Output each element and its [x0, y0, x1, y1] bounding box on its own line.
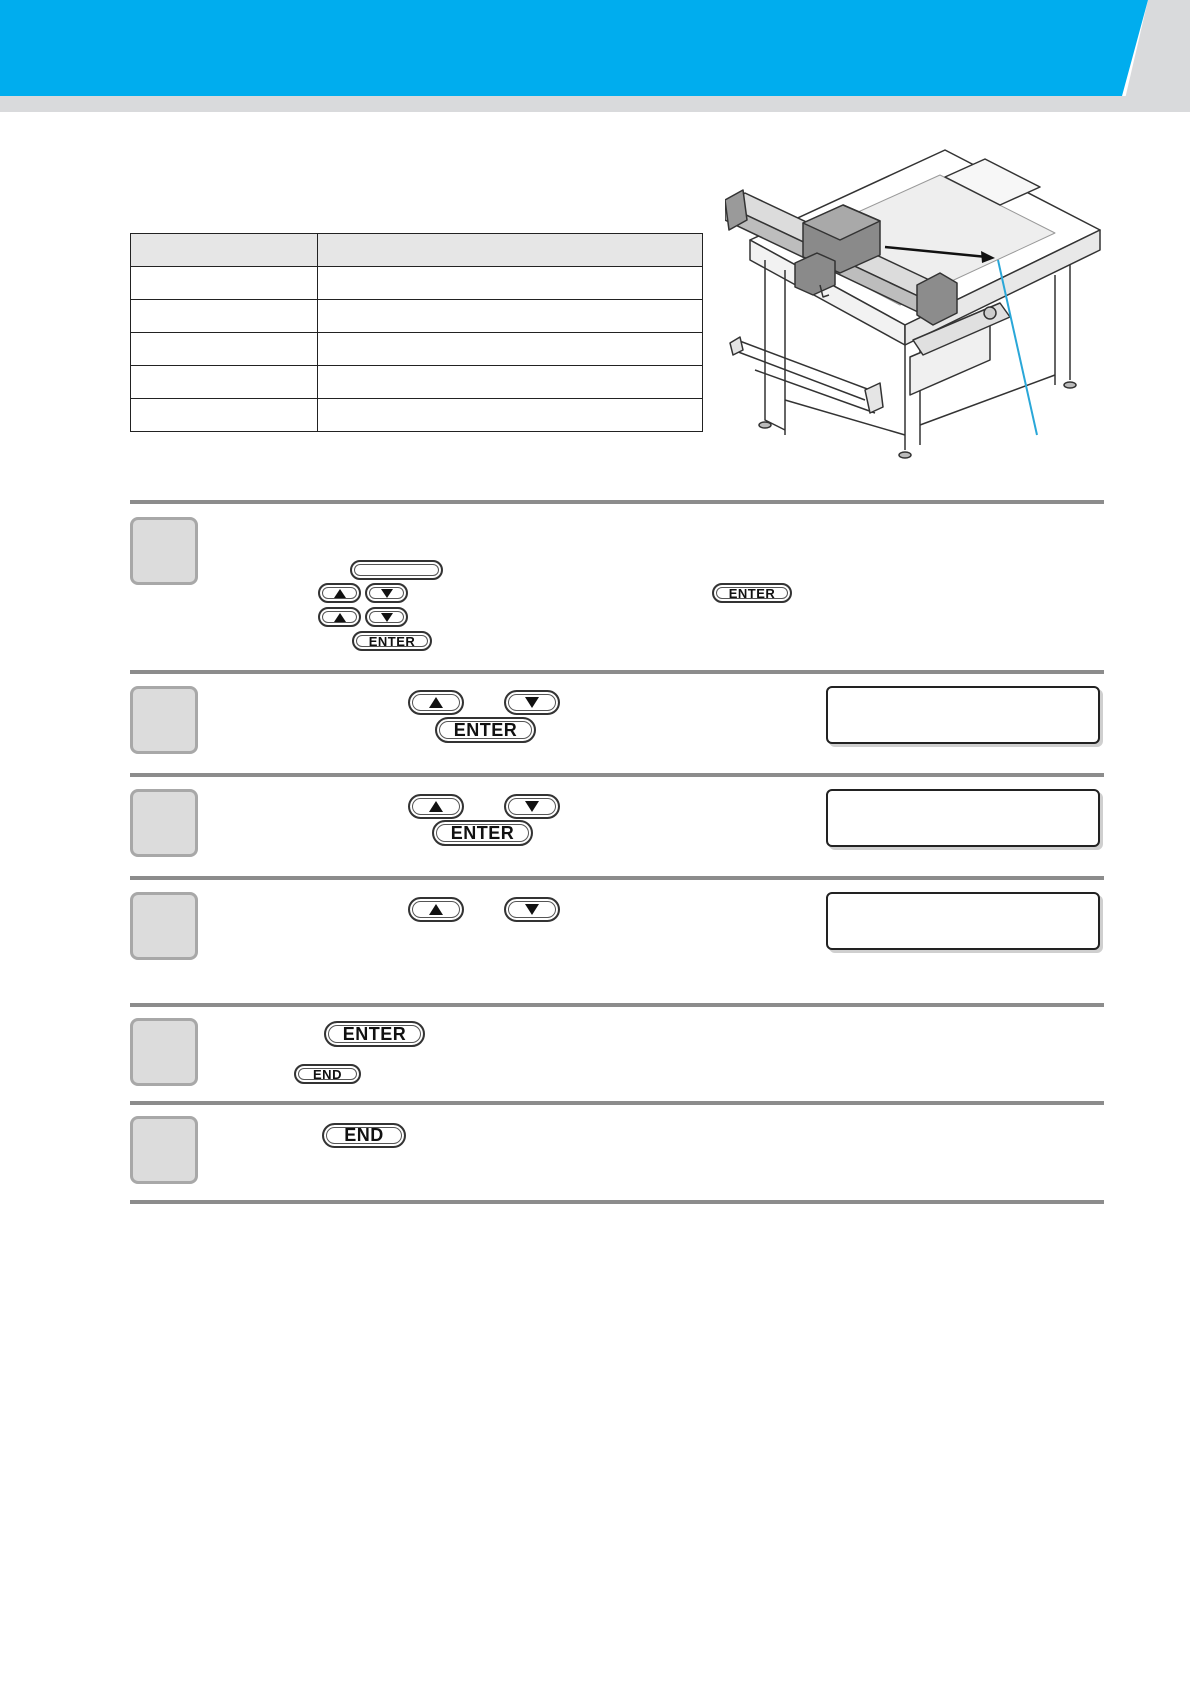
header-banner: [0, 0, 1190, 112]
table-header-cell: [131, 234, 318, 267]
section-divider: [130, 773, 1104, 777]
lcd-display: [826, 686, 1100, 744]
up-key-button[interactable]: [408, 690, 464, 715]
lcd-display: [826, 892, 1100, 950]
enter-key-button[interactable]: ENTER: [352, 631, 432, 651]
up-key-button[interactable]: [408, 897, 464, 922]
step-number-box: [130, 1116, 198, 1184]
up-arrow-icon: [429, 697, 443, 708]
table-cell: [131, 333, 318, 366]
down-key-button[interactable]: [504, 897, 560, 922]
section-divider: [130, 876, 1104, 880]
table-row: [131, 399, 703, 432]
end-key-button[interactable]: END: [322, 1123, 406, 1148]
down-arrow-icon: [525, 904, 539, 915]
table-row: [131, 300, 703, 333]
table-cell: [318, 366, 703, 399]
down-arrow-icon: [381, 589, 393, 598]
enter-key-button[interactable]: ENTER: [432, 820, 533, 846]
table-cell: [131, 366, 318, 399]
section-divider: [130, 1003, 1104, 1007]
table-cell: [318, 333, 703, 366]
down-key-button[interactable]: [504, 690, 560, 715]
up-key-button[interactable]: [318, 607, 361, 627]
down-key-button[interactable]: [365, 583, 408, 603]
section-divider: [130, 500, 1104, 504]
down-arrow-icon: [381, 613, 393, 622]
step-number-box: [130, 517, 198, 585]
step-number-box: [130, 1018, 198, 1086]
up-arrow-icon: [334, 589, 346, 598]
table-cell: [131, 399, 318, 432]
enter-key-button[interactable]: ENTER: [712, 583, 792, 603]
up-key-button[interactable]: [408, 794, 464, 819]
table-row: [131, 267, 703, 300]
up-arrow-icon: [334, 613, 346, 622]
table-cell: [131, 300, 318, 333]
down-key-button[interactable]: [365, 607, 408, 627]
down-arrow-icon: [525, 801, 539, 812]
table-row: [131, 366, 703, 399]
table-cell: [131, 267, 318, 300]
table-row: [131, 333, 703, 366]
up-key-button[interactable]: [318, 583, 361, 603]
section-divider: [130, 1200, 1104, 1204]
step-number-box: [130, 892, 198, 960]
table-header-row: [131, 234, 703, 267]
section-divider: [130, 670, 1104, 674]
table-cell: [318, 267, 703, 300]
end-key-button[interactable]: END: [294, 1064, 361, 1084]
enter-key-button[interactable]: ENTER: [435, 717, 536, 743]
table-cell: [318, 300, 703, 333]
settings-table: [130, 233, 703, 432]
table-header-cell: [318, 234, 703, 267]
section-divider: [130, 1101, 1104, 1105]
enter-key-button[interactable]: ENTER: [324, 1021, 425, 1047]
up-arrow-icon: [429, 904, 443, 915]
step-number-box: [130, 789, 198, 857]
cutting-plotter-illustration: [725, 145, 1105, 490]
function-key-button[interactable]: [350, 560, 443, 580]
lcd-display: [826, 789, 1100, 847]
table-cell: [318, 399, 703, 432]
down-arrow-icon: [525, 697, 539, 708]
up-arrow-icon: [429, 801, 443, 812]
down-key-button[interactable]: [504, 794, 560, 819]
step-number-box: [130, 686, 198, 754]
